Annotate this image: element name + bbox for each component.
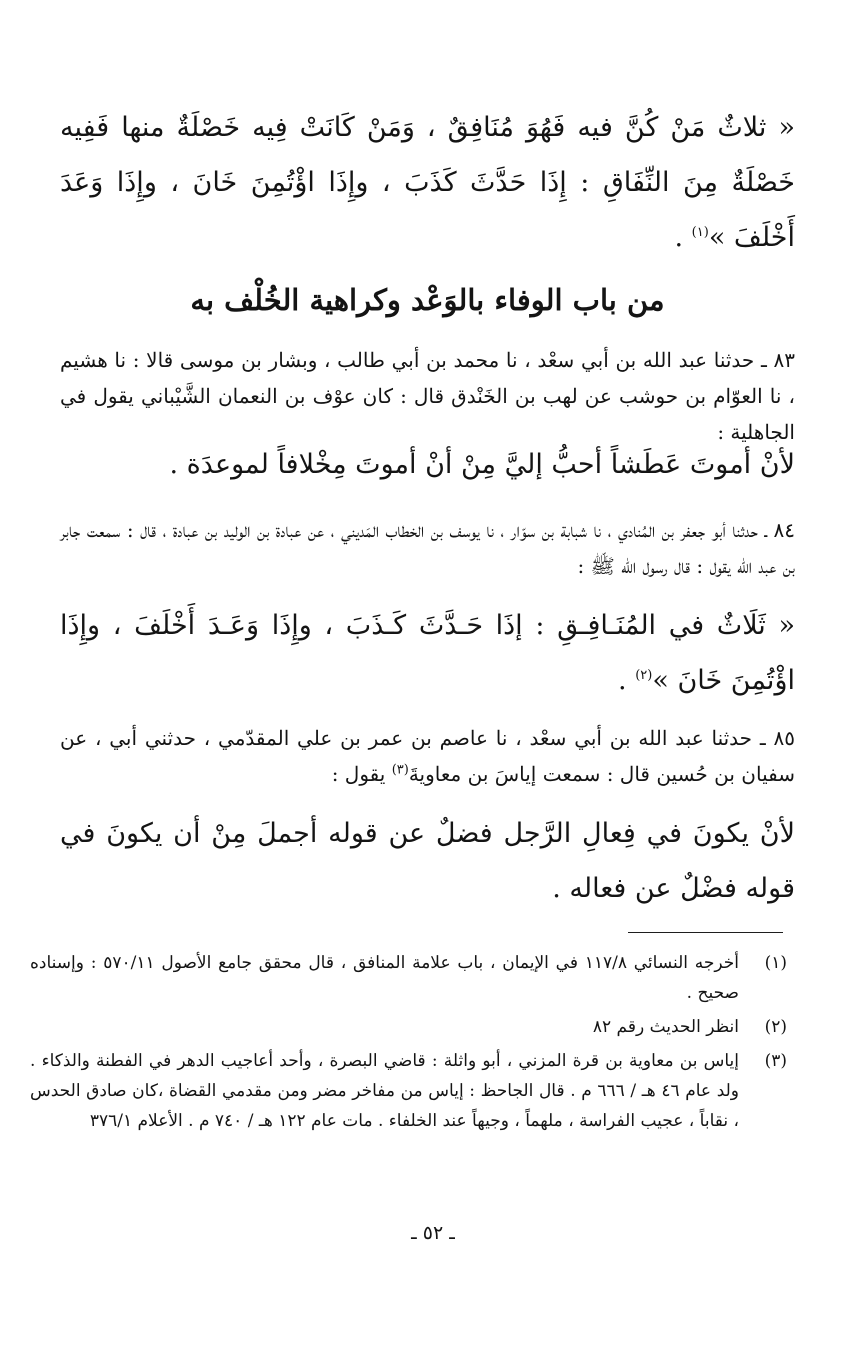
footnote-ref-3[interactable]: (٣) [391,762,409,778]
entry-85-chain-end: يقول : [331,762,392,786]
footnote-text: أخرجه النسائي ١١٧/٨ في الإيمان ، باب علامة المنافق ، قال محقق جامع الأصول ٥٧٠/١١ : وإسناده صحيح . [30,953,740,1003]
footnote-number: (٢) [764,1017,787,1037]
hadith-quote-top-end: . [674,222,692,253]
entry-83-quote: لأنْ أموتَ عَطَشاً أحبُّ إليَّ مِنْ أنْ أموتَ مِخْلافاً لموعدَة . [169,449,795,480]
footnote-text: انظر الحديث رقم ٨٢ [592,1017,739,1037]
footnote-item [30,1012,787,1042]
hadith-quote-top [60,100,795,265]
footnote-number: (٣) [764,1051,787,1071]
footnote-divider [628,932,783,933]
hadith-quote-top-text: « ثلاثٌ مَنْ كُنَّ فيه فَهُوَ مُنَافِقٌ ، وَمَنْ كَانَتْ فِيه خَصْلَةٌ منها فَفِيه خَصْلَةٌ مِنَ النِّفَاقِ : إِذَا حَدَّثَ كَذَبَ ، وإِذَا اؤْتُمِنَ خَانَ ، وإِذَا وَعَدَ أَخْلَفَ » [60,112,795,253]
entry-83-chain: ٨٣ ـ حدثنا عبد الله بن أبي سعْد ، نا محمد بن أبي طالب ، وبشار بن موسى قالا : نا هشيم ، نا العوّام بن حوشب عن لهب بن الخَنْدق قال : كان عوْف بن النعمان الشَّيْباني يقول في الجاهلية : [60,348,795,444]
entry-85-chain [60,720,795,792]
page-number: ـ ٥٢ ـ [411,1222,455,1244]
entry-84-quote-text: « ثَلَاثٌ في المُنَـافِـقِ : إذَا حَـدَّثَ كَـذَبَ ، وإِذَا وَعَـدَ أَخْلَفَ ، وإِذَا اؤْتُمِنَ خَانَ » [60,610,795,696]
footnote-item [30,1046,787,1136]
entry-84-quote-end: . [618,665,636,696]
entry-85-quote: لأنْ يكونَ في فِعالِ الرَّجل فضلٌ عن قوله أجملَ مِنْ أن يكونَ في قوله فضْلٌ عن فعاله . [60,818,795,904]
footnote-ref-2[interactable]: (٢) [635,668,653,683]
entry-84-chain: ٨٤ ـ حدثنا أبو جعفر بن المُنادي ، نا شبابة بن سوّار ، نا يوسف بن الخطاب المَديني ، عن عبادة بن الوليد بن عبادة ، قال : سمعت جابر بن عبد الله يقول : قال رسول الله ﷺ : [60,518,795,578]
footnotes [30,948,787,1140]
footnote-item [30,948,787,1008]
entry-85-chain-text: ٨٥ ـ حدثنا عبد الله بن أبي سعْد ، نا عاصم بن عمر بن علي المقدّمي ، حدثني أبي ، عن سفيان بن حُسين قال : سمعت إياسَ بن معاويةَ [60,726,795,786]
footnote-number: (١) [764,953,787,973]
footnote-ref-1[interactable]: (١) [691,225,709,240]
footnote-text: إياس بن معاوية بن قرة المزني ، أبو واثلة : قاضي البصرة ، وأحد أعاجيب الدهر في الفطنة والذكاء . ولد عام ٤٦ هـ / ٦٦٦ م . قال الجاحظ : إياس من مفاخر مضر ومن مقدمي القضاة ،كان صادق الحدس ، نقاباً ، عجيب الفراسة ، ملهماً ، وجيهاً عند الخلفاء . مات عام ١٢٢ هـ / ٧٤٠ م . الأعلام ٣٧٦/١ [30,1051,740,1131]
section-heading: من باب الوفاء بالوَعْد وكراهية الخُلْف به [190,283,665,317]
entry-84-quote [60,598,795,708]
